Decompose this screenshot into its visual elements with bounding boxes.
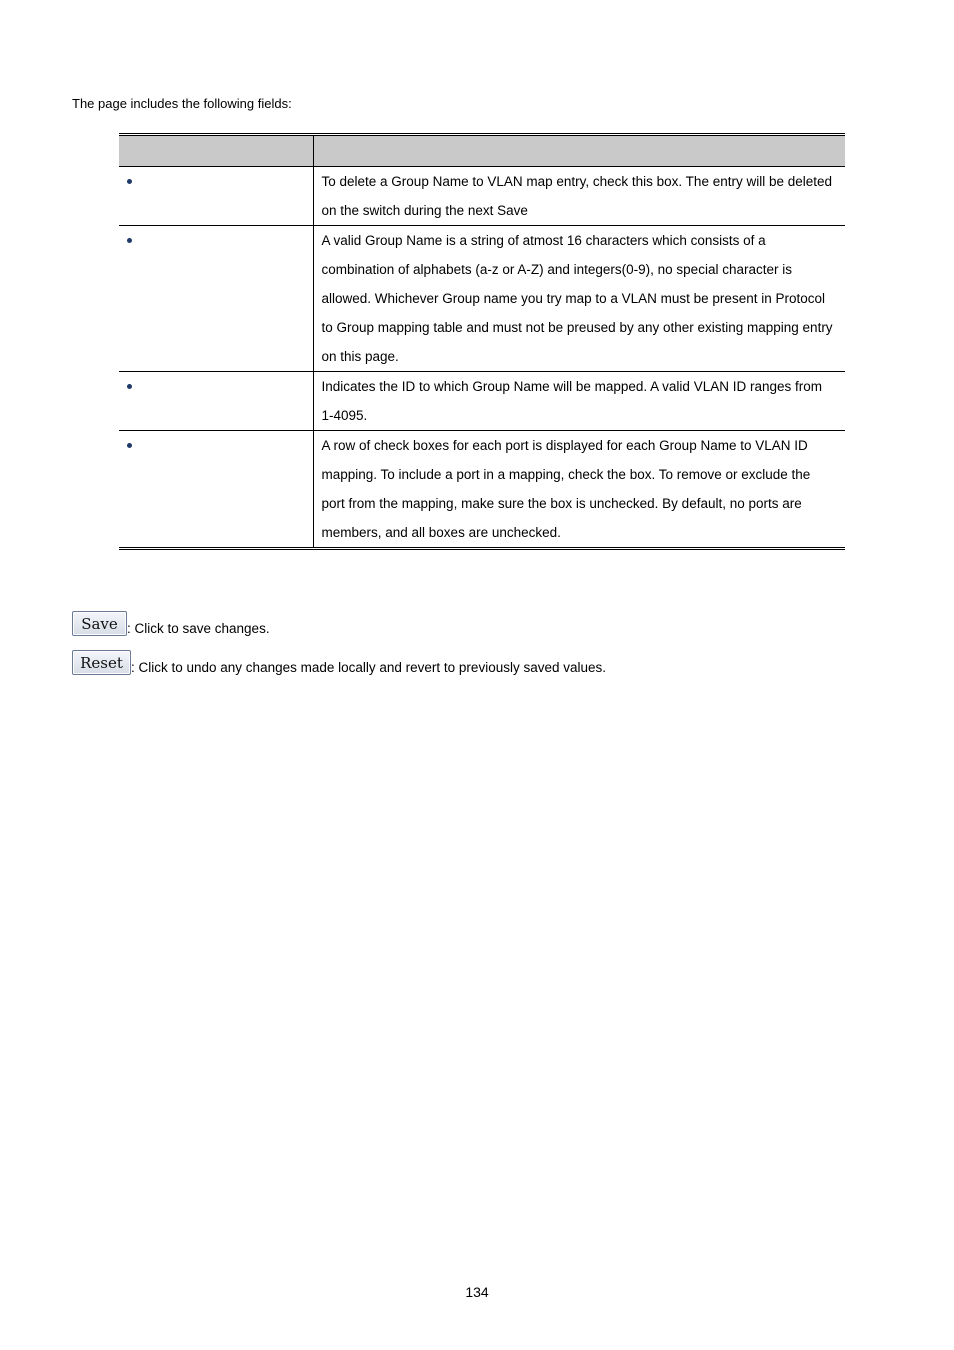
fields-table: [119, 133, 845, 550]
save-description-line: [72, 611, 270, 636]
reset-button[interactable]: Reset: [72, 650, 131, 675]
table-row: [119, 226, 845, 372]
intro-text: The page includes the following fields:: [72, 96, 292, 111]
description-cell: A valid Group Name is a string of atmost 16 characters which consists of a combination of alphabets (a-z or A-Z) and integers(0-9), no special character is allowed. Whichever Group name you try map to a VLAN must be present in Protocol to Group mapping table and must not be preused by any other existing mapping entry on this page.: [313, 226, 845, 372]
save-button-description: : Click to save changes.: [127, 621, 270, 636]
description-cell: Indicates the ID to which Group Name will be mapped. A valid VLAN ID ranges from 1-4095.: [313, 372, 845, 431]
reset-description-line: [72, 650, 606, 675]
description-cell: To delete a Group Name to VLAN map entry, check this box. The entry will be deleted on the switch during the next Save: [313, 167, 845, 226]
reset-button-description: : Click to undo any changes made locally and revert to previously saved values.: [131, 660, 607, 675]
table-row: [119, 431, 845, 549]
object-cell: [119, 226, 313, 372]
bullet-icon: [127, 238, 132, 243]
save-button[interactable]: Save: [72, 611, 127, 636]
description-column-header: [313, 135, 845, 167]
object-cell: [119, 167, 313, 226]
bullet-icon: [127, 443, 132, 448]
table-header-row: [119, 135, 845, 167]
object-cell: [119, 372, 313, 431]
table-row: [119, 167, 845, 226]
bullet-icon: [127, 179, 132, 184]
table-row: [119, 372, 845, 431]
bullet-icon: [127, 384, 132, 389]
description-cell: A row of check boxes for each port is displayed for each Group Name to VLAN ID mapping. To include a port in a mapping, check the box. To remove or exclude the port from the mapping, make sure the box is unchecked. By default, no ports are members, and all boxes are unchecked.: [313, 431, 845, 549]
object-cell: [119, 431, 313, 549]
page-number: 134: [465, 1284, 489, 1300]
object-column-header: [119, 135, 313, 167]
